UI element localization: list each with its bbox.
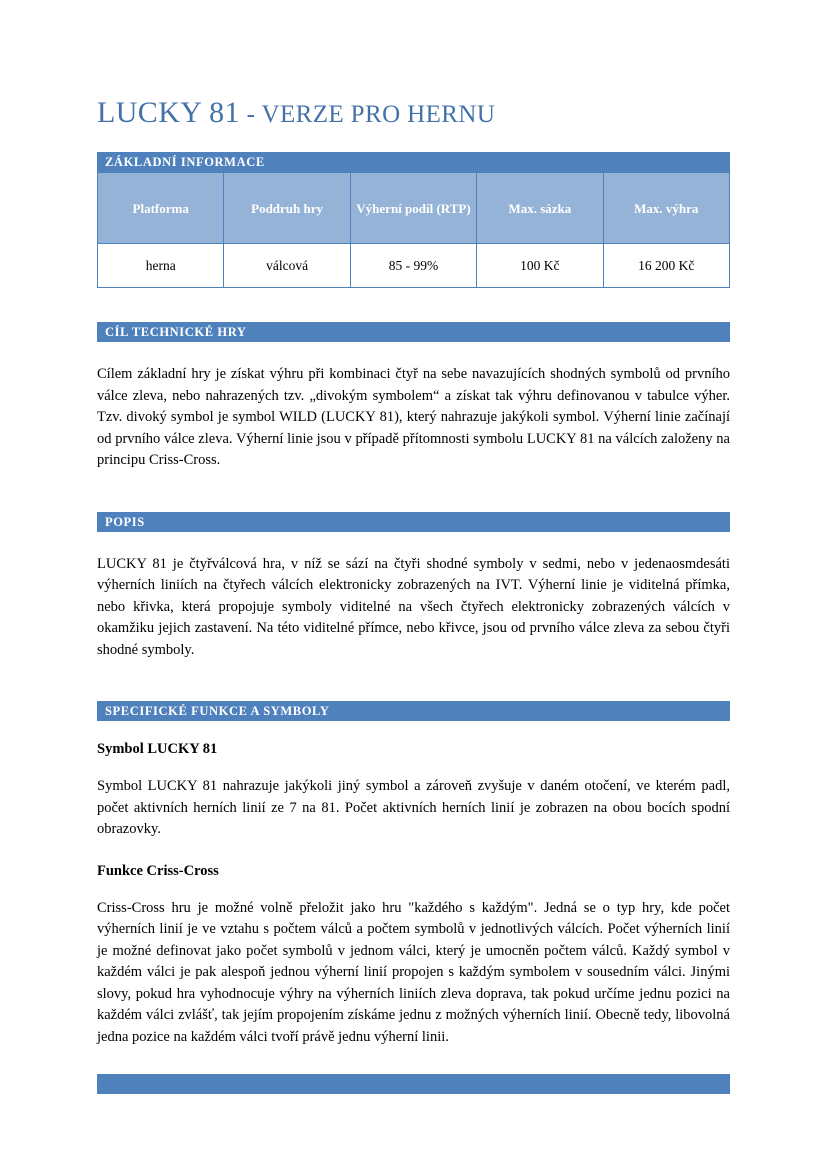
column-header-vyherni-podil: Výherní podíl (RTP) [350,173,476,244]
cell-max-vyhra: 16 200 Kč [603,244,729,288]
section-header-features: SPECIFICKÉ FUNKCE A SYMBOLY [97,701,730,721]
subheading-symbol-lucky81: Symbol LUCKY 81 [97,741,218,757]
cell-poddruh-hry: válcová [224,244,350,288]
description-paragraph: LUCKY 81 je čtyřválcová hra, v níž se sází na čtyři shodné symboly v sedmi, nebo v jedenaosmdesáti výherních liniích na čtyřech válcích elektronicky zobrazených na IVT. Výherní linie je viditelná přímka, nebo křivka, která propojuje symboly viditelné na všech čtyřech elektronicky zobrazených válcích v okamžiku jejich zastavení. Na této viditelné přímce, nebo křivce, jsou od prvního válce zleva za sebou čtyři shodné symboly. [97,555,730,658]
column-header-max-sazka: Max. sázka [477,173,603,244]
spacer [97,841,730,863]
spacer [97,1048,730,1074]
column-header-poddruh-hry: Poddruh hry [224,173,350,244]
page-title [97,96,730,130]
spacer [97,342,730,364]
spacer [97,288,730,322]
title-main: LUCKY 81 [97,96,240,129]
spacer [97,758,730,776]
goal-paragraph: Cílem základní hry je získat výhru při kombinaci čtyř na sebe navazujících shodných symbolů od prvního válce zleva, nebo nahrazených tzv. „divokým symbolem“ a získat tak výhru definovanou v tabulce výher. Tzv. divoký symbol je symbol WILD (LUCKY 81), který nahrazuje jakýkoli symbol. Výherní linie začínají od prvního válce zleva. Výherní linie jsou v případě přítomnosti symbolu LUCKY 81 na válcích založeny na principu Criss-Cross. [97,366,730,468]
spacer [97,721,730,741]
subheading-criss-cross: Funkce Criss-Cross [97,862,219,879]
column-header-max-vyhra: Max. výhra [603,173,729,244]
basic-info-table [97,172,730,288]
table-row [98,244,730,288]
section-header-description: POPIS [97,512,730,532]
title-suffix: - VERZE PRO HERNU [239,101,496,128]
section-bar-empty [97,1074,730,1094]
section-header-basic-info: ZÁKLADNÍ INFORMACE [97,152,730,172]
column-header-platforma: Platforma [98,173,224,244]
spacer [97,532,730,554]
criss-cross-paragraph: Criss-Cross hru je možné volně přeložit jako hru "každého s každým". Jedná se o typ hry, kde počet výherních linií je ve vztahu s počtem válců a počtem symbolů v jednotlivých válcích. Počet výherních linií je možné definovat jako počet symbolů v jednom válci, který je umocněn počtem válců. Každý symbol v každém válci je pak alespoň jednou výherní linií propojen s každým symbolem v sousedním válci. Jinými slovy, pokud hra vyhodnocuje výhry na výherních liniích zleva doprava, tak pokud určíme jednu pozici na každém válci zvlášť, tak jejím propojením získáme jednu z možných výherních linií. Obecně tedy, libovolná jedna pozice na každém válci tvoří právě jednu výherní linii. [97,899,730,1045]
spacer [97,880,730,898]
symbol-paragraph: Symbol LUCKY 81 nahrazuje jakýkoli jiný symbol a zároveň zvyšuje v daném otočení, ve kterém padl, počet aktivních herních linií ze 7 na 81. Počet aktivních herních linií je zobrazen na obou bocích spodní obrazovky. [97,778,730,837]
spacer [97,661,730,701]
cell-max-sazka: 100 Kč [477,244,603,288]
cell-platforma: herna [98,244,224,288]
cell-vyherni-podil: 85 - 99% [350,244,476,288]
spacer [97,472,730,512]
section-header-goal: CÍL TECHNICKÉ HRY [97,322,730,342]
table-header-row [98,173,730,244]
